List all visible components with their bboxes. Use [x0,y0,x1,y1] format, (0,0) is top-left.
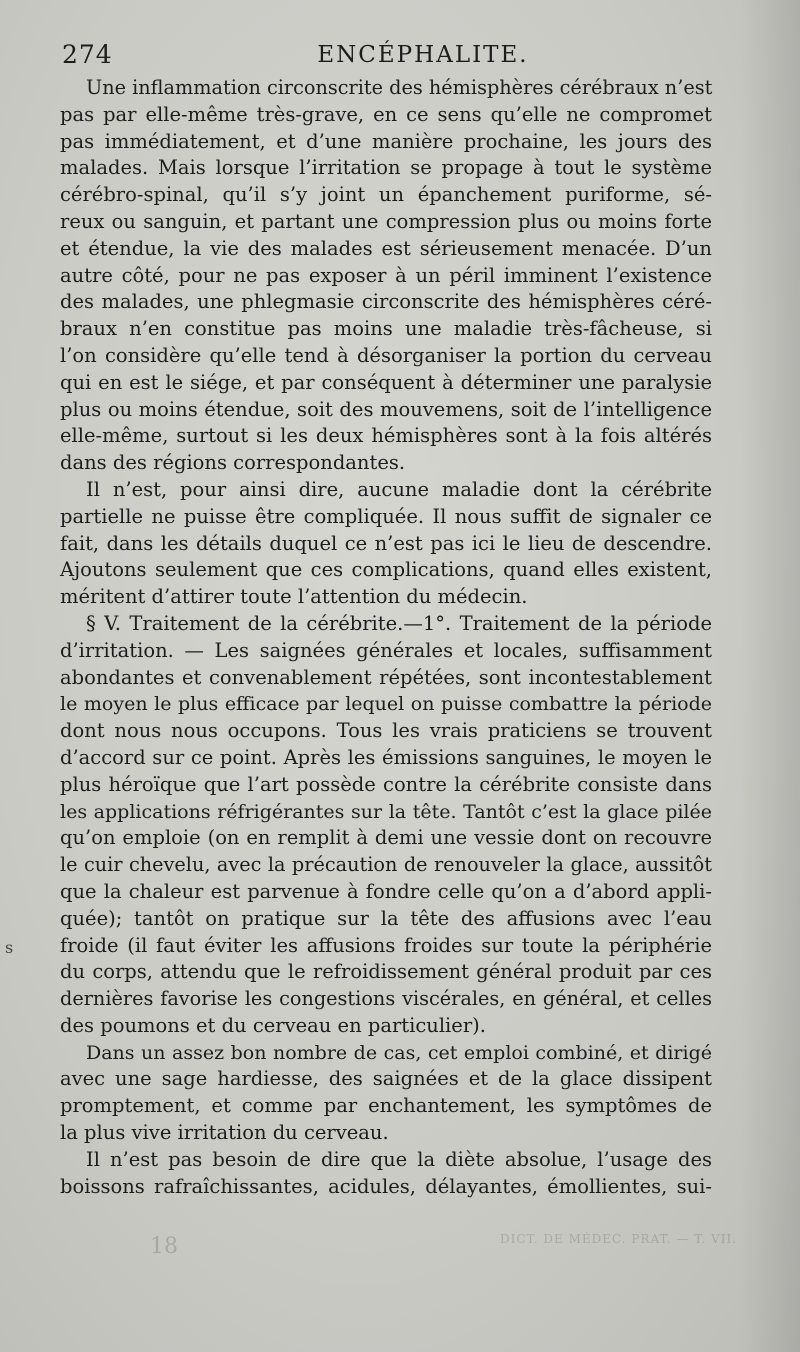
text-line: pas par elle-même très-grave, en ce sens qu’elle ne compromet [60,102,712,126]
text-line: pas immédiatement, et d’une manière prochaine, les jours des [60,129,712,153]
text-line: autre côté, pour ne pas exposer à un péril imminent l’existence [60,263,712,287]
text-line: que la chaleur est parvenue à fondre celle qu’on a d’abord appli- [60,879,712,903]
text-line: Dans un assez bon nombre de cas, cet emploi combiné, et dirigé [86,1041,712,1064]
text-line: le moyen le plus efficace par lequel on puisse combattre la période [60,693,712,716]
margin-ink-mark: s [5,938,14,957]
section-heading-line: § V. Traitement de la cérébrite.—1°. Traitement de la période [86,611,712,635]
text-line: plus héroïque que l’art possède contre la cérébrite consiste dans [60,772,712,796]
page-footer-bleedthrough [0,1228,800,1268]
text-line: cérébro-spinal, qu’il s’y joint un épanchement puriforme, sé- [60,183,712,207]
text-line: avec une sage hardiesse, des saignées et de la glace dissipent [60,1067,712,1091]
text-line: partielle ne puisse être compliquée. Il nous suffit de signaler ce [60,504,712,528]
signature-mark: 18 [150,1234,178,1259]
text-line: méritent d’attirer toute l’attention du médecin. [60,585,528,609]
text-line: du corps, attendu que le refroidissement général produit par ces [60,960,712,984]
text-line: et étendue, la vie des malades est sérieusement menacée. D’un [60,236,712,260]
text-line: dont nous nous occupons. Tous les vrais praticiens se trouvent [60,719,712,743]
page-header [62,38,714,74]
text-line: reux ou sanguin, et partant une compression plus ou moins forte [60,209,712,233]
footer-note: DICT. DE MÉDEC. PRAT. — T. VII. [500,1232,738,1246]
text-line: d’accord sur ce point. Après les émissions sanguines, le moyen le [60,745,712,769]
running-title: ENCÉPHALITE. [317,42,529,68]
text-line: plus ou moins étendue, soit des mouvemens, soit de l’intelligence [60,397,712,421]
text-line: boissons rafraîchissantes, acidules, délayantes, émollientes, sui- [60,1174,712,1198]
text-line: Ajoutons seulement que ces complications, quand elles existent, [60,558,712,582]
text-line: elle-même, surtout si les deux hémisphères sont à la fois altérés [60,424,712,448]
text-line: Une inflammation circonscrite des hémisphères cérébraux n’est [86,76,713,99]
text-line: qui en est le siége, et par conséquent à déterminer une paralysie [60,370,712,394]
text-line: d’irritation. — Les saignées générales et locales, suffisamment [60,638,712,662]
page-number: 274 [62,40,113,69]
text-line: fait, dans les détails duquel ce n’est pas ici le lieu de descendre. [60,531,712,555]
text-line: Il n’est, pour ainsi dire, aucune maladie dont la cérébrite [86,477,712,501]
text-line: l’on considère qu’elle tend à désorganiser la portion du cerveau [60,343,712,367]
text-line: braux n’en constitue pas moins une maladie très-fâcheuse, si [60,317,712,341]
text-line: dernières favorise les congestions viscérales, en général, et celles [60,987,712,1011]
text-line: malades. Mais lorsque l’irritation se propage à tout le système [60,156,712,180]
text-line: des malades, une phlegmasie circonscrite des hémisphères céré- [60,290,712,314]
text-line: Il n’est pas besoin de dire que la diète absolue, l’usage des [86,1147,712,1171]
text-line: froide (il faut éviter les affusions froides sur toute la périphérie [60,933,712,957]
page-edge-shadow [740,0,800,1352]
text-line: les applications réfrigérantes sur la tête. Tantôt c’est la glace pilée [60,800,712,823]
text-line: le cuir chevelu, avec la précaution de renouveler la glace, aussitôt [60,853,712,877]
text-line: abondantes et convenablement répétées, sont incontestablement [60,665,712,689]
text-line: la plus vive irritation du cerveau. [60,1121,389,1145]
text-line: qu’on emploie (on en remplit à demi une vessie dont on recouvre [60,826,712,850]
text-line: quée); tantôt on pratique sur la tête des affusions avec l’eau [60,906,712,930]
text-line: dans des régions correspondantes. [60,451,406,475]
body-text [60,75,712,1200]
text-line: promptement, et comme par enchantement, les symptômes de [60,1094,712,1118]
text-line: des poumons et du cerveau en particulier). [60,1013,486,1037]
